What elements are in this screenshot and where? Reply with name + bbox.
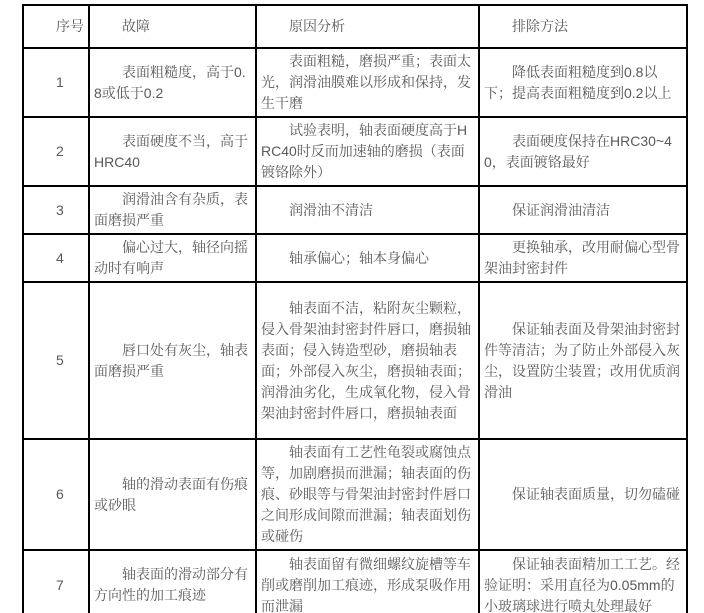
table-row: [23, 282, 687, 439]
table-row: [23, 234, 687, 282]
cell-no: 5: [23, 282, 89, 439]
cell-no: 7: [23, 550, 89, 613]
table-row: [23, 48, 687, 117]
table-row: [23, 186, 687, 234]
cell-cause: 试验表明，轴表面硬度高于HRC40时反而加速轴的磨损（表面镀铬除外）: [256, 117, 479, 186]
cell-no: 3: [23, 186, 89, 234]
cell-cause: 轴表面不洁，粘附灰尘颗粒，侵入骨架油封密封件唇口，磨损轴表面；侵入铸造型砂，磨损轴表面；外部侵入灰尘，磨损轴表面；润滑油劣化，生成氧化物，侵入骨架油封密封件唇口，磨损轴表面: [256, 282, 479, 439]
cell-solution: 更换轴承，改用耐偏心型骨架油封密封件: [479, 234, 687, 282]
cell-fault: 表面硬度不当，高于HRC40: [89, 117, 256, 186]
column-header-no: 序号: [23, 5, 89, 48]
cell-fault: 轴表面的滑动部分有方向性的加工痕迹: [89, 550, 256, 613]
cell-solution: 表面硬度保持在HRC30~40，表面镀铬最好: [479, 117, 687, 186]
column-header-solution: 排除方法: [479, 5, 687, 48]
cell-fault: 轴的滑动表面有伤痕或砂眼: [89, 439, 256, 550]
cell-fault: 偏心过大，轴径向摇动时有响声: [89, 234, 256, 282]
cell-solution: 保证润滑油清洁: [479, 186, 687, 234]
cell-solution: 保证轴表面及骨架油封密封件等清洁；为了防止外部侵入灰尘，设置防尘装置；改用优质润滑油: [479, 282, 687, 439]
table-row: [23, 550, 687, 613]
cell-no: 4: [23, 234, 89, 282]
table-row: [23, 439, 687, 550]
cell-cause: 轴承偏心；轴本身偏心: [256, 234, 479, 282]
cell-fault: 唇口处有灰尘，轴表面磨损严重: [89, 282, 256, 439]
cell-no: 6: [23, 439, 89, 550]
cell-solution: 保证轴表面质量，切勿磕碰: [479, 439, 687, 550]
cell-fault: 润滑油含有杂质，表面磨损严重: [89, 186, 256, 234]
cell-no: 2: [23, 117, 89, 186]
table-header-row: [23, 5, 687, 48]
cell-solution: 保证轴表面精加工工艺。经验证明：采用直径为0.05mm的小玻璃球进行喷丸处理最好: [479, 550, 687, 613]
cell-cause: 润滑油不清洁: [256, 186, 479, 234]
table-row: [23, 117, 687, 186]
cell-no: 1: [23, 48, 89, 117]
column-header-fault: 故障: [89, 5, 256, 48]
cell-fault: 表面粗糙度，高于0.8或低于0.2: [89, 48, 256, 117]
cell-cause: 轴表面有工艺性龟裂或腐蚀点等，加剧磨损而泄漏；轴表面的伤痕、砂眼等与骨架油封密封件唇口之间形成间隙而泄漏；轴表面划伤或碰伤: [256, 439, 479, 550]
fault-table: [22, 4, 688, 613]
column-header-cause: 原因分析: [256, 5, 479, 48]
cell-cause: 轴表面留有微细螺纹旋槽等车削或磨削加工痕迹，形成泵吸作用而泄漏: [256, 550, 479, 613]
cell-solution: 降低表面粗糙度到0.8以下；提高表面粗糙度到0.2以上: [479, 48, 687, 117]
cell-cause: 表面粗糙，磨损严重；表面太光，润滑油膜难以形成和保持，发生干磨: [256, 48, 479, 117]
